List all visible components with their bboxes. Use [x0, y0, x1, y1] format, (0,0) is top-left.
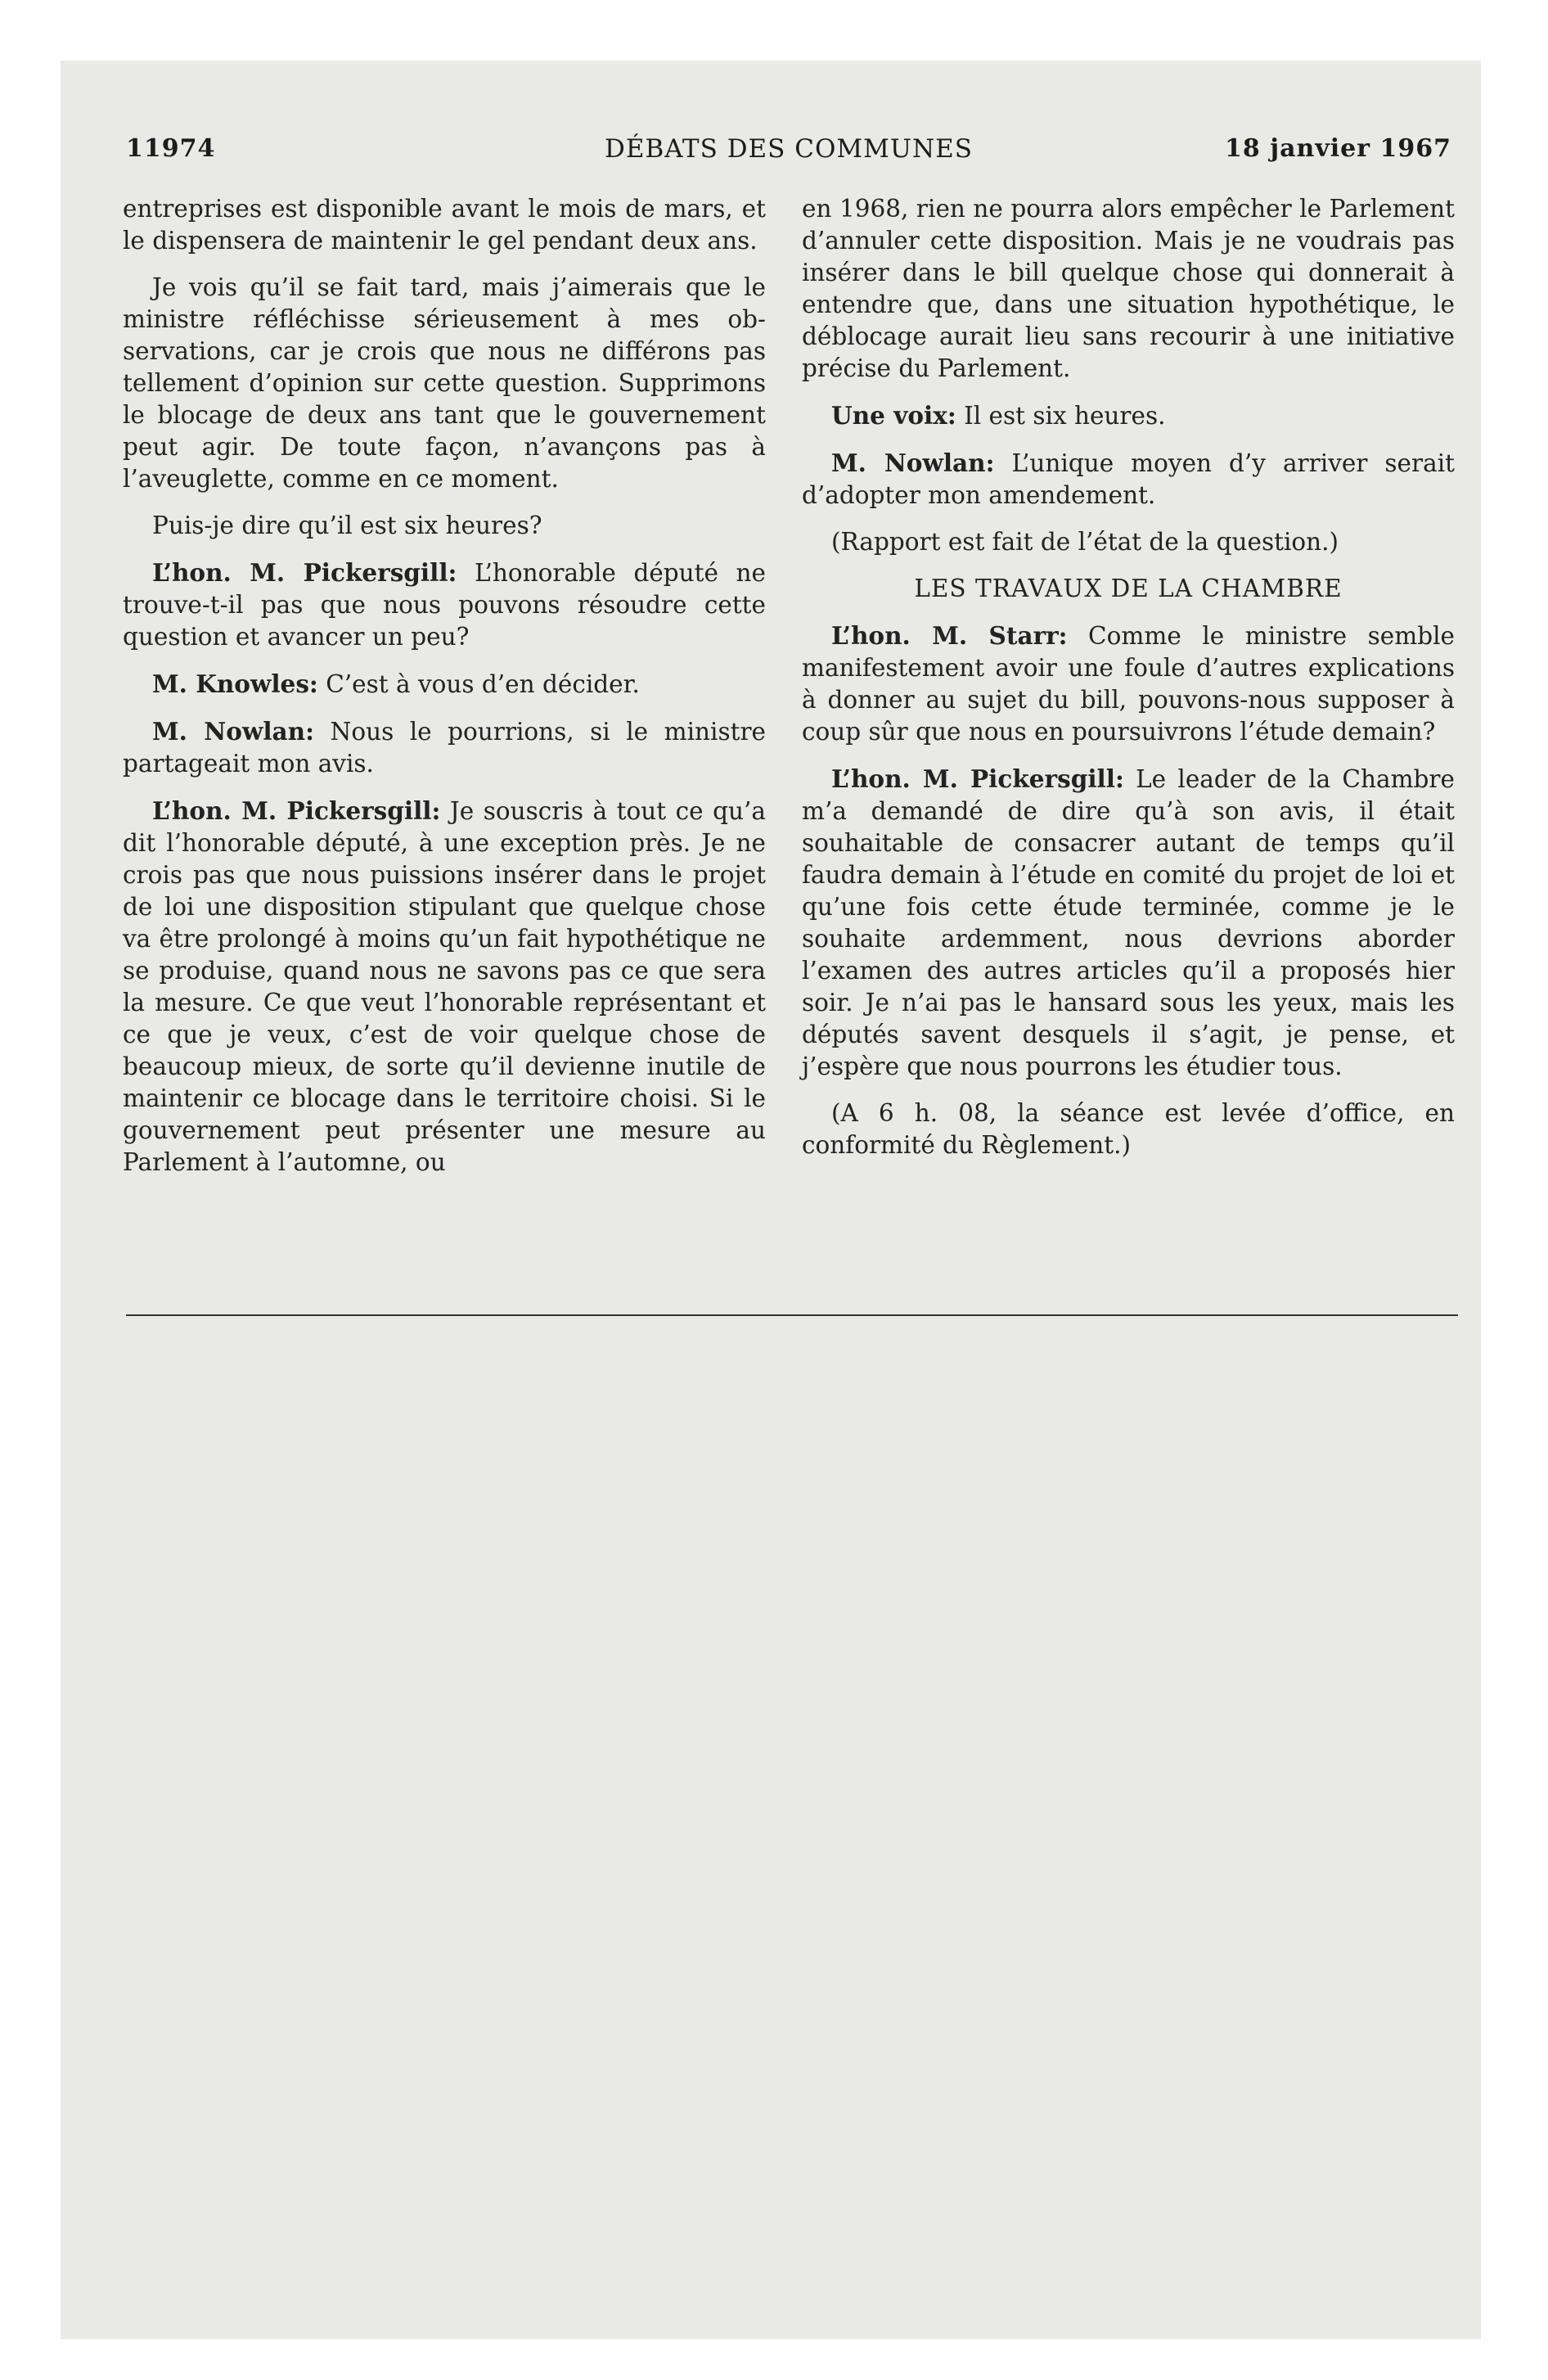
speech-text: Comme le ministre semble manifestement avoir une foule d’autres explications à donner au sujet du bill, pouvons-nous supposer à coup sûr que nous en poursuivrons l’étude demain? — [802, 622, 1455, 746]
section-heading: LES TRAVAUX DE LA CHAMBRE — [914, 575, 1343, 602]
speaker-name: M. Nowlan: — [831, 449, 995, 477]
procedural-note: (A 6 h. 08, la séance est levée d’office, en conformité du Règlement.) — [802, 1099, 1455, 1159]
speech — [123, 557, 766, 653]
left-column — [123, 193, 766, 1193]
speech — [123, 715, 766, 780]
speech — [802, 620, 1455, 748]
publication-title: DÉBATS DES COMMUNES — [604, 134, 974, 164]
speech — [802, 447, 1455, 512]
sitting-date: 18 janvier 1967 — [1225, 134, 1451, 163]
end-rule — [126, 1314, 1458, 1316]
speaker-name: L’hon. M. Starr: — [831, 621, 1068, 650]
procedural-note: (Rapport est fait de l’état de la question.) — [831, 528, 1339, 556]
speech-text: Nous le pourrions, si le ministre partageait mon avis. — [123, 718, 766, 778]
paragraph: en 1968, rien ne pourra alors empêcher le Parlement d’annuler cette disposition. Mais je ne voudrais pas insérer dans le bill quelque chose qui donnerait à entendre que, dans une situation hypothétique, le déblocage aurait lieu sans recourir à une initiative précise du Parlement. — [802, 195, 1455, 382]
speaker-name: L’hon. M. Pickersgill: — [152, 796, 441, 825]
speaker-name: M. Nowlan: — [152, 717, 315, 746]
speech-text: C’est à vous d’en décider. — [317, 670, 640, 698]
speech — [123, 668, 766, 701]
speech — [123, 795, 766, 1179]
speech — [802, 399, 1455, 432]
speech-text: Je souscris à tout ce qu’a dit l’honorable député, à une exception près. Je ne crois pas que nous puissions insérer dans le projet de loi une disposition stipulant que quelque chose va être prolongé à moins qu’un fait hypothétique ne se produise, quand nous ne savons pas ce que sera la mesure. Ce que veut l’honorable représentant et ce que je veux, c’est de voir quelque chose de beaucoup mieux, de sorte qu’il devienne inutile de maintenir ce blocage dans le territoire choisi. Si le gouvernement peut présenter une mesure au Parlement à l’automne, ou — [123, 797, 766, 1176]
right-column — [802, 193, 1455, 1176]
speech-text: Il est six heures. — [956, 402, 1166, 430]
speaker-name: Une voix: — [831, 401, 956, 430]
page-number: 11974 — [126, 134, 216, 163]
speaker-name: M. Knowles: — [152, 669, 318, 698]
speaker-name: L’hon. M. Pickersgill: — [831, 764, 1124, 793]
speech-text: Le leader de la Chambre m’a demandé de dire qu’à son avis, il était souhaitable de consacrer autant de temps qu’il faudra demain à l’étude en comité du projet de loi et qu’une fois cette étude terminée, comme je le souhaite ardemment, nous devrions aborder l’examen des autres articles qu’il a proposés hier soir. Je n’ai pas le hansard sous les yeux, mais les députés savent desquels il s’agit, je pense, et j’espère que nous pourrons les étudier tous. — [802, 765, 1455, 1080]
speech-text: L’unique moyen d’y arriver serait d’adopter mon amendement. — [802, 449, 1455, 509]
running-header — [126, 134, 1451, 170]
paragraph: Puis-je dire qu’il est six heures? — [152, 512, 542, 539]
speaker-name: L’hon. M. Pickersgill: — [152, 558, 457, 587]
speech — [802, 763, 1455, 1083]
paragraph: Je vois qu’il se fait tard, mais j’aimerais que le ministre réfléchisse sérieusement à mes observations, car je crois que nous ne différons pas tellement d’opinion sur cette question. Supprimons le blocage de deux ans tant que le gouvernement peut agir. De toute façon, n’avançons pas à l’aveuglette, comme en ce moment. — [123, 273, 766, 493]
paragraph: entreprises est disponible avant le mois de mars, et le dispensera de maintenir le gel pendant deux ans. — [123, 195, 766, 255]
speech-text: L’honorable député ne trouve-t-il pas que nous pouvons résoudre cette question et avancer un peu? — [123, 559, 766, 651]
